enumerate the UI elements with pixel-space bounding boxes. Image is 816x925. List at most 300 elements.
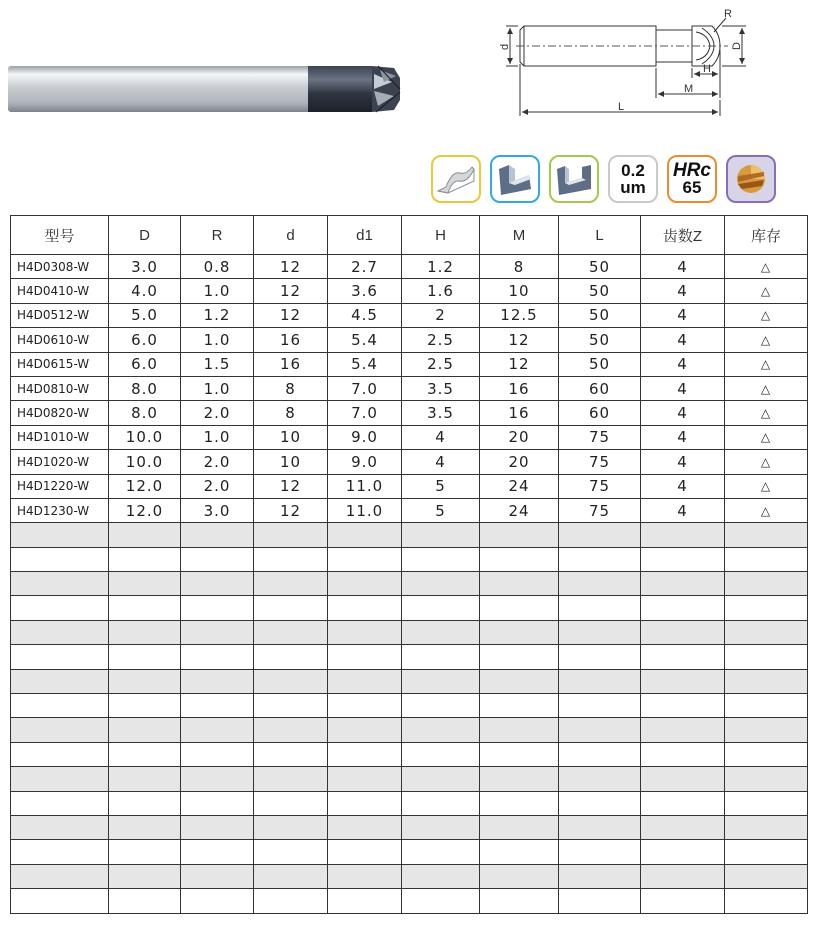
empty-cell xyxy=(480,523,559,547)
empty-cell xyxy=(254,694,328,718)
empty-cell xyxy=(725,523,808,547)
table-cell: 75 xyxy=(559,474,641,498)
table-cell: 1.0 xyxy=(181,279,254,303)
empty-cell xyxy=(559,669,641,693)
empty-row xyxy=(11,840,808,864)
empty-cell xyxy=(641,840,725,864)
empty-row xyxy=(11,645,808,669)
empty-cell xyxy=(641,547,725,571)
empty-cell xyxy=(559,815,641,839)
empty-cell xyxy=(11,547,109,571)
table-cell: 10 xyxy=(254,450,328,474)
table-cell: 16 xyxy=(480,376,559,400)
empty-cell xyxy=(480,645,559,669)
table-cell: 3.5 xyxy=(402,376,480,400)
table-cell: 4.0 xyxy=(109,279,181,303)
label-L: L xyxy=(618,101,625,113)
empty-cell xyxy=(328,523,402,547)
table-cell: 4.5 xyxy=(328,303,402,327)
stock-cell: △ xyxy=(725,328,808,352)
empty-cell xyxy=(109,596,181,620)
label-d: d xyxy=(499,43,511,50)
table-cell: 4 xyxy=(402,450,480,474)
empty-cell xyxy=(402,620,480,644)
empty-cell xyxy=(254,547,328,571)
column-header: M xyxy=(480,216,559,255)
empty-cell xyxy=(181,620,254,644)
table-cell: 12 xyxy=(254,498,328,522)
model-cell: H4D1220-W xyxy=(11,474,109,498)
empty-row xyxy=(11,791,808,815)
table-cell: 1.6 xyxy=(402,279,480,303)
empty-cell xyxy=(641,742,725,766)
empty-cell xyxy=(559,889,641,913)
empty-cell xyxy=(328,718,402,742)
model-cell: H4D0615-W xyxy=(11,352,109,376)
table-row xyxy=(11,303,808,327)
table-cell: 2.0 xyxy=(181,401,254,425)
table-cell: 3.0 xyxy=(109,255,181,279)
column-header: R xyxy=(181,216,254,255)
empty-cell xyxy=(181,864,254,888)
table-cell: 12 xyxy=(480,328,559,352)
empty-cell xyxy=(109,645,181,669)
empty-cell xyxy=(641,694,725,718)
empty-cell xyxy=(402,669,480,693)
table-cell: 75 xyxy=(559,425,641,449)
model-cell: H4D0512-W xyxy=(11,303,109,327)
model-cell: H4D0308-W xyxy=(11,255,109,279)
column-header: D xyxy=(109,216,181,255)
table-cell: 1.2 xyxy=(402,255,480,279)
table-cell: 2.0 xyxy=(181,474,254,498)
empty-cell xyxy=(109,840,181,864)
empty-cell xyxy=(11,572,109,596)
empty-cell xyxy=(328,889,402,913)
stock-cell: △ xyxy=(725,425,808,449)
empty-row xyxy=(11,572,808,596)
empty-cell xyxy=(254,742,328,766)
empty-cell xyxy=(109,742,181,766)
table-cell: 4 xyxy=(641,450,725,474)
empty-cell xyxy=(181,596,254,620)
empty-cell xyxy=(480,718,559,742)
empty-cell xyxy=(725,742,808,766)
empty-cell xyxy=(328,864,402,888)
empty-cell xyxy=(328,840,402,864)
table-cell: 1.0 xyxy=(181,425,254,449)
empty-cell xyxy=(402,791,480,815)
table-cell: 1.5 xyxy=(181,352,254,376)
empty-cell xyxy=(641,669,725,693)
stock-cell: △ xyxy=(725,498,808,522)
empty-cell xyxy=(109,864,181,888)
empty-cell xyxy=(328,620,402,644)
empty-cell xyxy=(11,694,109,718)
empty-cell xyxy=(641,889,725,913)
table-cell: 2 xyxy=(402,303,480,327)
empty-cell xyxy=(641,596,725,620)
table-cell: 2.5 xyxy=(402,328,480,352)
empty-cell xyxy=(11,523,109,547)
empty-cell xyxy=(109,791,181,815)
empty-row xyxy=(11,742,808,766)
empty-cell xyxy=(402,596,480,620)
label-D: D xyxy=(731,42,743,50)
empty-cell xyxy=(402,547,480,571)
empty-cell xyxy=(402,718,480,742)
empty-cell xyxy=(328,694,402,718)
empty-cell xyxy=(725,815,808,839)
table-cell: 60 xyxy=(559,376,641,400)
table-cell: 4 xyxy=(641,474,725,498)
empty-cell xyxy=(109,669,181,693)
hardness-label: HRc xyxy=(672,160,711,181)
stock-cell: △ xyxy=(725,450,808,474)
column-header: 型号 xyxy=(11,216,109,255)
table-cell: 50 xyxy=(559,328,641,352)
table-cell: 4 xyxy=(641,255,725,279)
empty-cell xyxy=(181,572,254,596)
empty-row xyxy=(11,547,808,571)
empty-cell xyxy=(480,669,559,693)
empty-cell xyxy=(559,523,641,547)
table-cell: 3.5 xyxy=(402,401,480,425)
empty-cell xyxy=(254,620,328,644)
coating-icon xyxy=(726,155,776,203)
table-row xyxy=(11,498,808,522)
table-cell: 8.0 xyxy=(109,376,181,400)
table-cell: 9.0 xyxy=(328,425,402,449)
stock-cell: △ xyxy=(725,279,808,303)
table-cell: 10.0 xyxy=(109,425,181,449)
stock-cell: △ xyxy=(725,303,808,327)
table-cell: 4 xyxy=(641,303,725,327)
table-cell: 6.0 xyxy=(109,352,181,376)
table-cell: 4 xyxy=(641,376,725,400)
table-cell: 5.4 xyxy=(328,328,402,352)
empty-cell xyxy=(11,718,109,742)
empty-cell xyxy=(559,791,641,815)
empty-cell xyxy=(480,572,559,596)
table-cell: 16 xyxy=(480,401,559,425)
table-cell: 50 xyxy=(559,352,641,376)
empty-cell xyxy=(725,767,808,791)
empty-cell xyxy=(328,767,402,791)
empty-row xyxy=(11,694,808,718)
column-header: 库存 xyxy=(725,216,808,255)
empty-cell xyxy=(254,889,328,913)
empty-cell xyxy=(11,791,109,815)
empty-cell xyxy=(402,742,480,766)
empty-cell xyxy=(480,596,559,620)
model-cell: H4D0410-W xyxy=(11,279,109,303)
table-cell: 4 xyxy=(641,328,725,352)
column-header: 齿数Z xyxy=(641,216,725,255)
empty-cell xyxy=(641,572,725,596)
empty-cell xyxy=(109,767,181,791)
tolerance-unit: um xyxy=(620,178,646,197)
model-cell: H4D0820-W xyxy=(11,401,109,425)
table-cell: 2.0 xyxy=(181,450,254,474)
empty-cell xyxy=(254,840,328,864)
empty-cell xyxy=(328,547,402,571)
table-cell: 3.6 xyxy=(328,279,402,303)
empty-cell xyxy=(559,767,641,791)
empty-row xyxy=(11,620,808,644)
empty-cell xyxy=(559,596,641,620)
stock-cell: △ xyxy=(725,474,808,498)
empty-cell xyxy=(109,815,181,839)
empty-cell xyxy=(109,889,181,913)
table-cell: 3.0 xyxy=(181,498,254,522)
table-cell: 1.0 xyxy=(181,376,254,400)
empty-cell xyxy=(480,694,559,718)
empty-cell xyxy=(725,889,808,913)
table-cell: 24 xyxy=(480,498,559,522)
table-cell: 5 xyxy=(402,498,480,522)
empty-cell xyxy=(559,620,641,644)
empty-cell xyxy=(11,840,109,864)
empty-cell xyxy=(109,547,181,571)
empty-cell xyxy=(725,669,808,693)
empty-cell xyxy=(328,645,402,669)
empty-cell xyxy=(641,815,725,839)
table-cell: 10.0 xyxy=(109,450,181,474)
table-cell: 75 xyxy=(559,450,641,474)
table-cell: 24 xyxy=(480,474,559,498)
model-cell: H4D1020-W xyxy=(11,450,109,474)
tool-diagram xyxy=(496,6,756,118)
table-cell: 20 xyxy=(480,425,559,449)
empty-row xyxy=(11,864,808,888)
model-cell: H4D1230-W xyxy=(11,498,109,522)
table-cell: 12.5 xyxy=(480,303,559,327)
empty-cell xyxy=(725,572,808,596)
table-cell: 11.0 xyxy=(328,474,402,498)
empty-cell xyxy=(402,767,480,791)
table-cell: 2.7 xyxy=(328,255,402,279)
empty-cell xyxy=(328,572,402,596)
table-cell: 1.2 xyxy=(181,303,254,327)
hardness-value: 65 xyxy=(682,178,702,197)
table-cell: 12 xyxy=(480,352,559,376)
table-cell: 50 xyxy=(559,279,641,303)
label-R: R xyxy=(724,8,732,20)
empty-cell xyxy=(181,791,254,815)
column-header: d xyxy=(254,216,328,255)
empty-cell xyxy=(559,645,641,669)
table-cell: 75 xyxy=(559,498,641,522)
table-cell: 50 xyxy=(559,255,641,279)
empty-row xyxy=(11,718,808,742)
empty-cell xyxy=(328,596,402,620)
table-cell: 16 xyxy=(254,352,328,376)
empty-row xyxy=(11,523,808,547)
spec-table xyxy=(10,215,808,914)
empty-cell xyxy=(480,620,559,644)
empty-cell xyxy=(109,718,181,742)
table-cell: 12.0 xyxy=(109,498,181,522)
table-cell: 8 xyxy=(254,376,328,400)
empty-cell xyxy=(11,815,109,839)
table-cell: 12 xyxy=(254,303,328,327)
empty-cell xyxy=(402,645,480,669)
empty-cell xyxy=(559,864,641,888)
table-row xyxy=(11,401,808,425)
empty-cell xyxy=(11,596,109,620)
column-header: d1 xyxy=(328,216,402,255)
empty-cell xyxy=(11,742,109,766)
empty-cell xyxy=(109,620,181,644)
table-cell: 16 xyxy=(254,328,328,352)
empty-cell xyxy=(641,718,725,742)
empty-cell xyxy=(725,547,808,571)
stock-cell: △ xyxy=(725,401,808,425)
empty-cell xyxy=(254,791,328,815)
empty-cell xyxy=(11,645,109,669)
empty-cell xyxy=(11,669,109,693)
empty-cell xyxy=(725,864,808,888)
table-cell: 12.0 xyxy=(109,474,181,498)
stock-cell: △ xyxy=(725,376,808,400)
empty-row xyxy=(11,889,808,913)
hardness-badge xyxy=(667,155,717,203)
empty-cell xyxy=(328,815,402,839)
table-cell: 12 xyxy=(254,474,328,498)
table-cell: 11.0 xyxy=(328,498,402,522)
model-cell: H4D0810-W xyxy=(11,376,109,400)
empty-cell xyxy=(480,840,559,864)
table-cell: 60 xyxy=(559,401,641,425)
table-cell: 0.8 xyxy=(181,255,254,279)
table-cell: 7.0 xyxy=(328,376,402,400)
empty-cell xyxy=(480,889,559,913)
empty-cell xyxy=(254,645,328,669)
empty-cell xyxy=(641,523,725,547)
empty-cell xyxy=(328,669,402,693)
empty-cell xyxy=(480,864,559,888)
empty-cell xyxy=(402,523,480,547)
empty-cell xyxy=(181,742,254,766)
empty-cell xyxy=(181,815,254,839)
empty-cell xyxy=(254,767,328,791)
empty-cell xyxy=(559,718,641,742)
empty-cell xyxy=(725,620,808,644)
empty-cell xyxy=(559,547,641,571)
model-cell: H4D0610-W xyxy=(11,328,109,352)
table-cell: 7.0 xyxy=(328,401,402,425)
table-cell: 5.4 xyxy=(328,352,402,376)
empty-cell xyxy=(181,889,254,913)
empty-cell xyxy=(480,742,559,766)
empty-cell xyxy=(11,889,109,913)
feature-icons xyxy=(431,155,776,203)
empty-row xyxy=(11,815,808,839)
empty-cell xyxy=(254,718,328,742)
empty-cell xyxy=(559,742,641,766)
model-cell: H4D1010-W xyxy=(11,425,109,449)
empty-cell xyxy=(559,840,641,864)
empty-cell xyxy=(11,767,109,791)
table-cell: 4 xyxy=(641,279,725,303)
empty-cell xyxy=(254,596,328,620)
table-row xyxy=(11,279,808,303)
empty-cell xyxy=(109,572,181,596)
label-M: M xyxy=(684,83,694,95)
table-cell: 2.5 xyxy=(402,352,480,376)
table-cell: 5 xyxy=(402,474,480,498)
table-body xyxy=(11,255,808,914)
table-cell: 6.0 xyxy=(109,328,181,352)
empty-cell xyxy=(480,547,559,571)
empty-cell xyxy=(109,523,181,547)
table-header-row xyxy=(11,216,808,255)
empty-cell xyxy=(254,572,328,596)
table-row xyxy=(11,425,808,449)
empty-cell xyxy=(181,718,254,742)
tolerance-badge xyxy=(608,155,658,203)
table-cell: 4 xyxy=(641,498,725,522)
table-row xyxy=(11,474,808,498)
empty-cell xyxy=(641,791,725,815)
empty-cell xyxy=(641,864,725,888)
table-cell: 8.0 xyxy=(109,401,181,425)
empty-cell xyxy=(181,669,254,693)
table-cell: 8 xyxy=(254,401,328,425)
empty-cell xyxy=(11,620,109,644)
table-cell: 1.0 xyxy=(181,328,254,352)
empty-cell xyxy=(725,596,808,620)
empty-cell xyxy=(480,767,559,791)
table-cell: 4 xyxy=(641,352,725,376)
table-cell: 20 xyxy=(480,450,559,474)
profile-machining-icon xyxy=(431,155,481,203)
empty-cell xyxy=(254,815,328,839)
empty-cell xyxy=(725,718,808,742)
empty-cell xyxy=(254,669,328,693)
table-row xyxy=(11,328,808,352)
column-header: H xyxy=(402,216,480,255)
table-row xyxy=(11,450,808,474)
table-cell: 10 xyxy=(480,279,559,303)
empty-row xyxy=(11,669,808,693)
table-cell: 10 xyxy=(254,425,328,449)
empty-cell xyxy=(641,645,725,669)
empty-cell xyxy=(181,547,254,571)
shoulder-machining-icon xyxy=(490,155,540,203)
table-cell: 12 xyxy=(254,279,328,303)
empty-cell xyxy=(725,645,808,669)
empty-cell xyxy=(480,791,559,815)
empty-cell xyxy=(559,694,641,718)
table-row xyxy=(11,352,808,376)
table-cell: 8 xyxy=(480,255,559,279)
empty-cell xyxy=(559,572,641,596)
empty-cell xyxy=(181,767,254,791)
empty-cell xyxy=(725,840,808,864)
empty-cell xyxy=(725,791,808,815)
empty-cell xyxy=(641,767,725,791)
empty-cell xyxy=(254,864,328,888)
empty-cell xyxy=(254,523,328,547)
label-H: H xyxy=(703,63,711,75)
stock-cell: △ xyxy=(725,352,808,376)
empty-cell xyxy=(328,742,402,766)
empty-cell xyxy=(181,645,254,669)
table-cell: 12 xyxy=(254,255,328,279)
table-cell: 9.0 xyxy=(328,450,402,474)
